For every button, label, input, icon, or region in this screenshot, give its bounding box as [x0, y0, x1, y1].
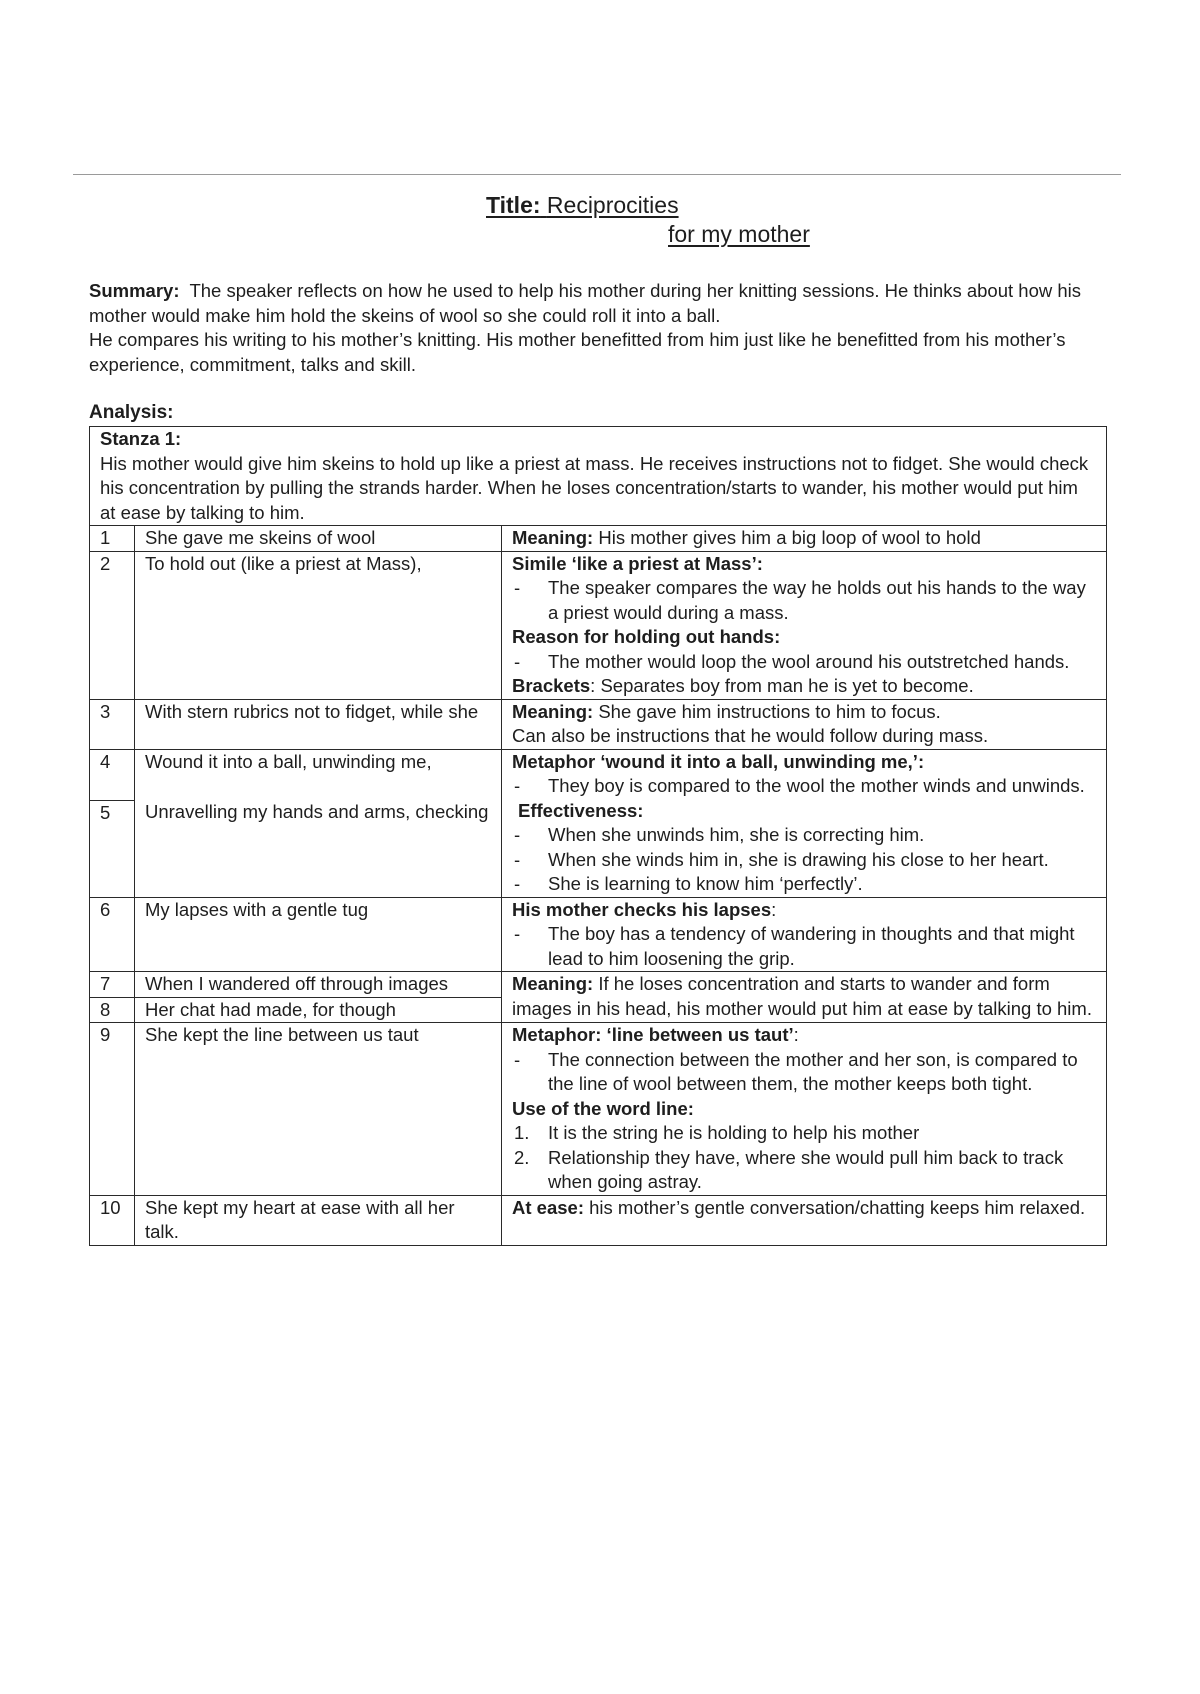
title-block	[486, 190, 886, 221]
analysis-note: Metaphor: ‘line between us taut’: - The connection between the mother and her son, is compared to the line of wool between them, the mother keeps both tight. Use of the word line: 1. It is the string he is holding to help his mother 2. Relationship they have, where she would pull him back to track when going astray.	[502, 1023, 1107, 1196]
line-number: 10	[90, 1195, 135, 1245]
analysis-note	[502, 551, 1107, 699]
analysis-note	[502, 1195, 1107, 1245]
title-label: Title:	[486, 192, 541, 218]
note-line: Brackets: Separates boy from man he is yet to become.	[512, 675, 974, 696]
note-heading: Use of the word line:	[512, 1097, 694, 1119]
line-number: 6	[90, 897, 135, 972]
line-number: 3	[90, 699, 135, 749]
table-row	[90, 749, 1107, 800]
note-text: If he loses concentration and starts to wander and form images in his head, his mother would put him at ease by talking to him.	[512, 973, 1092, 1019]
analysis-note	[502, 972, 1107, 1023]
stanza-title: Stanza 1:	[100, 428, 182, 449]
stanza-summary: His mother would give him skeins to hold up like a priest at mass. He receives instructions not to fidget. She would check his concentration by pulling the strands harder. When he loses concentration/starts to wander, his mother would put him at ease by talking to him.	[100, 452, 1089, 523]
poem-line: Unravelling my hands and arms, checking	[135, 800, 502, 897]
poem-line: She gave me skeins of wool	[135, 526, 502, 552]
header-rule	[73, 174, 1121, 175]
line-number: 4	[90, 749, 135, 800]
bullet-item: - They boy is compared to the wool the mother winds and unwinds.	[514, 775, 1085, 796]
summary-paragraph-2: He compares his writing to his mother’s knitting. His mother benefitted from him just like he benefitted from his mother’s experience, commitment, talks and skill.	[89, 329, 1066, 375]
analysis-note: His mother checks his lapses: - The boy has a tendency of wandering in thoughts and that might lead to him loosening the grip.	[502, 897, 1107, 972]
note-text: his mother’s gentle conversation/chatting keeps him relaxed.	[589, 1196, 1086, 1218]
analysis-table	[89, 426, 1107, 1246]
numbered-item: 2. Relationship they have, where she would pull him back to track when going astray.	[514, 1146, 1064, 1192]
poem-line: With stern rubrics not to fidget, while she	[135, 699, 502, 749]
bullet-item: - The mother would loop the wool around his outstretched hands.	[514, 650, 1070, 672]
bullet-item: - The connection between the mother and her son, is compared to the line of wool between them, the mother keeps both tight.	[514, 1048, 1078, 1094]
summary-section	[89, 279, 1099, 377]
note-heading: Reason for holding out hands:	[512, 626, 781, 647]
poem-title	[486, 190, 755, 221]
bullet-item: - The speaker compares the way he holds out his hands to the way a priest would during a mass.	[514, 577, 1086, 623]
analysis-note	[502, 749, 1107, 897]
poem-line: She kept my heart at ease with all her talk.	[135, 1195, 502, 1245]
bullet-item: - The boy has a tendency of wandering in thoughts and that might lead to him loosening the grip.	[514, 923, 1075, 969]
line-number: 1	[90, 526, 135, 552]
poem-line: When I wandered off through images	[135, 972, 502, 998]
table-row	[90, 897, 1107, 972]
summary-label: Summary:	[89, 280, 180, 301]
summary-paragraph-1	[89, 279, 1099, 328]
note-heading: Effectiveness:	[518, 799, 644, 821]
analysis-note	[502, 526, 1107, 552]
poem-line: She kept the line between us taut	[135, 1023, 502, 1196]
note-heading: His mother checks his lapses	[512, 898, 772, 920]
numbered-item: 1. It is the string he is holding to help his mother	[514, 1122, 920, 1143]
bullet-item: - When she unwinds him, she is correcting him.	[514, 824, 925, 845]
line-number: 2	[90, 551, 135, 699]
note-heading: Metaphor: ‘line between us taut’	[512, 1024, 794, 1045]
note-label: Meaning:	[512, 973, 594, 994]
poem-line: To hold out (like a priest at Mass),	[135, 551, 502, 699]
bullet-item: - When she winds him in, she is drawing his close to her heart.	[514, 848, 1049, 870]
note-heading: Metaphor ‘wound it into a ball, unwinding me,’:	[512, 750, 925, 772]
table-row	[90, 1023, 1107, 1196]
analysis-note	[502, 699, 1107, 749]
poem-line: Her chat had made, for though	[135, 997, 502, 1023]
note-text: Can also be instructions that he would follow during mass.	[512, 725, 989, 746]
summary-text-1: The speaker reflects on how he used to help his mother during her knitting sessions. He thinks about how his mother would make him hold the skeins of wool so she could roll it into a ball.	[89, 280, 1082, 326]
line-number: 5	[90, 800, 135, 897]
note-label: At ease:	[512, 1196, 584, 1218]
note-label: Meaning:	[512, 527, 594, 548]
poem-line: My lapses with a gentle tug	[135, 897, 502, 972]
analysis-label: Analysis:	[89, 402, 174, 423]
table-row	[90, 551, 1107, 699]
note-heading: Simile ‘like a priest at Mass’:	[512, 552, 763, 574]
line-number: 9	[90, 1023, 135, 1196]
note-text: His mother gives him a big loop of wool to hold	[598, 527, 981, 548]
title-text: Reciprocities	[546, 192, 679, 218]
stanza-intro-row	[90, 427, 1107, 526]
table-row	[90, 1195, 1107, 1245]
table-row	[90, 526, 1107, 552]
note-label: Meaning:	[512, 700, 594, 722]
bullet-item: - She is learning to know him ‘perfectly’.	[514, 873, 863, 894]
line-number: 8	[90, 997, 135, 1023]
poem-line: Wound it into a ball, unwinding me,	[135, 749, 502, 800]
table-row	[90, 699, 1107, 749]
note-text: She gave him instructions to him to focus.	[598, 700, 941, 722]
poem-subtitle: for my mother	[668, 221, 810, 247]
stanza-intro-cell	[90, 427, 1107, 526]
table-row	[90, 972, 1107, 998]
line-number: 7	[90, 972, 135, 998]
